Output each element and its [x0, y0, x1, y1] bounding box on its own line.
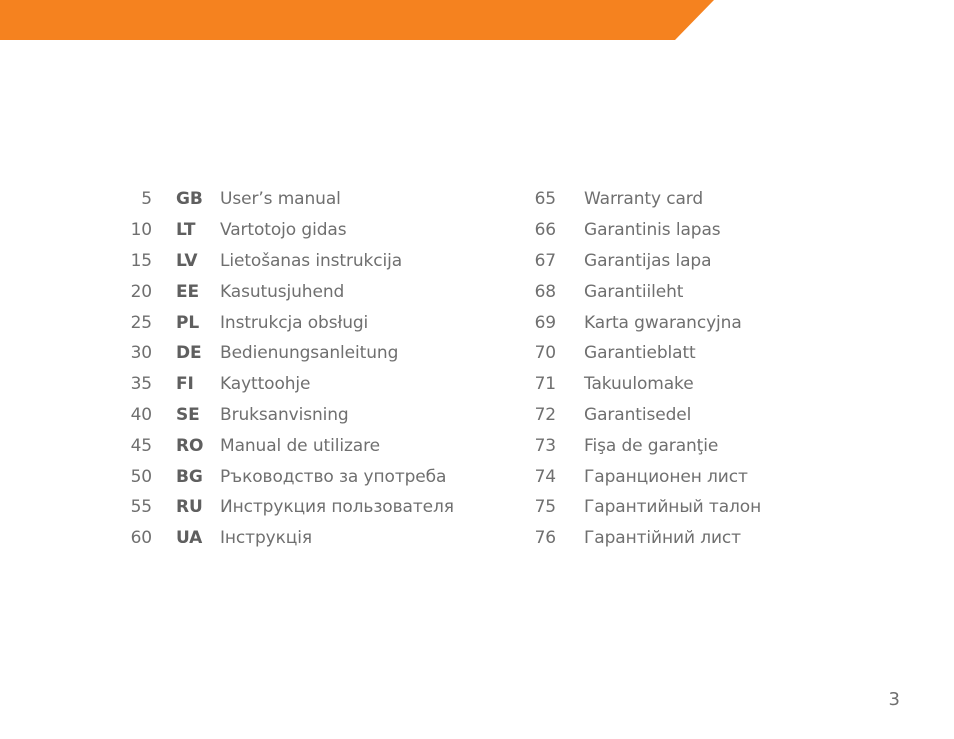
toc-page-number: 73 [534, 435, 556, 456]
toc-page-number: 71 [534, 374, 556, 395]
toc-title: Instrukcja obsługi [220, 312, 369, 333]
toc-page-number: 60 [130, 528, 152, 549]
toc-page-number: 70 [534, 343, 556, 364]
toc-language-code: LV [176, 250, 198, 271]
toc-page-number: 72 [534, 404, 556, 425]
toc-title: User’s manual [220, 189, 341, 210]
toc-row[interactable] [118, 400, 454, 431]
toc-row[interactable] [118, 461, 454, 492]
toc-title: Garantisedel [584, 404, 692, 425]
toc-title: Гарантійний лист [584, 528, 741, 549]
toc-title: Karta gwarancyjna [584, 312, 742, 333]
toc-row[interactable] [118, 276, 454, 307]
toc-row[interactable] [520, 461, 761, 492]
toc-page-number: 50 [130, 466, 152, 487]
toc-row[interactable] [118, 338, 454, 369]
toc-title: Lietošanas instrukcija [220, 250, 403, 271]
toc-row[interactable] [118, 492, 454, 523]
toc-page-number: 35 [130, 374, 152, 395]
toc-title: Vartotojo gidas [220, 220, 347, 241]
toc-title: Bedienungsanleitung [220, 343, 399, 364]
toc-title: Takuulomake [584, 374, 694, 395]
toc-title: Warranty card [584, 189, 704, 210]
toc-page-number: 55 [130, 497, 152, 518]
toc-page-number: 67 [534, 250, 556, 271]
toc-language-code: GB [176, 189, 203, 210]
toc-page-number: 15 [130, 250, 152, 271]
toc-page-number: 45 [130, 435, 152, 456]
toc-title: Ръководство за употреба [220, 466, 447, 487]
toc-page-number: 25 [130, 312, 152, 333]
toc-page-number: 40 [130, 404, 152, 425]
toc-language-code: RU [176, 497, 203, 518]
toc-page-number: 69 [534, 312, 556, 333]
toc-page-number: 20 [130, 281, 152, 302]
toc-row[interactable] [520, 338, 761, 369]
toc-page-number: 76 [534, 528, 556, 549]
toc-language-code: SE [176, 404, 200, 425]
toc-row[interactable] [118, 430, 454, 461]
toc-title: Kayttoohje [220, 374, 311, 395]
toc-language-code: EE [176, 281, 200, 302]
toc-page-number: 5 [141, 189, 152, 210]
toc-row[interactable] [520, 400, 761, 431]
toc-row[interactable] [118, 215, 454, 246]
toc-language-code: UA [176, 528, 203, 549]
toc-row[interactable] [118, 246, 454, 277]
toc-row[interactable] [520, 307, 761, 338]
toc-language-code: FI [176, 374, 194, 395]
toc-row[interactable] [118, 369, 454, 400]
toc-title: Kasutusjuhend [220, 281, 345, 302]
toc-title: Гаранционен лист [584, 466, 748, 487]
top-orange-banner [0, 0, 954, 40]
banner-shape [0, 0, 714, 40]
toc-page-number: 10 [130, 220, 152, 241]
toc-row[interactable] [520, 184, 761, 215]
toc-row[interactable] [520, 276, 761, 307]
toc-title: Garantinis lapas [584, 220, 721, 241]
toc-row[interactable] [118, 307, 454, 338]
toc-left-column [118, 184, 454, 554]
toc-page-number: 30 [130, 343, 152, 364]
toc-language-code: PL [176, 312, 200, 333]
toc-language-code: RO [176, 435, 204, 456]
toc-right-column [520, 184, 761, 554]
toc-row[interactable] [520, 523, 761, 554]
toc-title: Гарантийный талон [584, 497, 762, 518]
toc-language-code: BG [176, 466, 203, 487]
toc-row[interactable] [118, 523, 454, 554]
toc-title: Garantijas lapa [584, 250, 712, 271]
toc-title: Инструкция пользователя [220, 497, 454, 518]
toc-row[interactable] [520, 430, 761, 461]
toc-language-code: LT [176, 220, 196, 241]
toc-page-number: 68 [534, 281, 556, 302]
toc-page-number: 74 [534, 466, 556, 487]
toc-row[interactable] [520, 246, 761, 277]
toc-row[interactable] [520, 215, 761, 246]
toc-language-code: DE [176, 343, 202, 364]
toc-page-number: 65 [534, 189, 556, 210]
toc-row[interactable] [520, 369, 761, 400]
toc-page-number: 66 [534, 220, 556, 241]
toc-page-number: 75 [534, 497, 556, 518]
toc-title: Bruksanvisning [220, 404, 349, 425]
toc-title: Garantieblatt [584, 343, 696, 364]
toc-row[interactable] [520, 492, 761, 523]
toc-title: Fişa de garanţie [584, 435, 719, 456]
toc-title: Manual de utilizare [220, 435, 380, 456]
page-number: 3 [888, 689, 900, 710]
toc-row[interactable] [118, 184, 454, 215]
toc-title: Garantiileht [584, 281, 684, 302]
toc-title: Інструкція [220, 528, 313, 549]
